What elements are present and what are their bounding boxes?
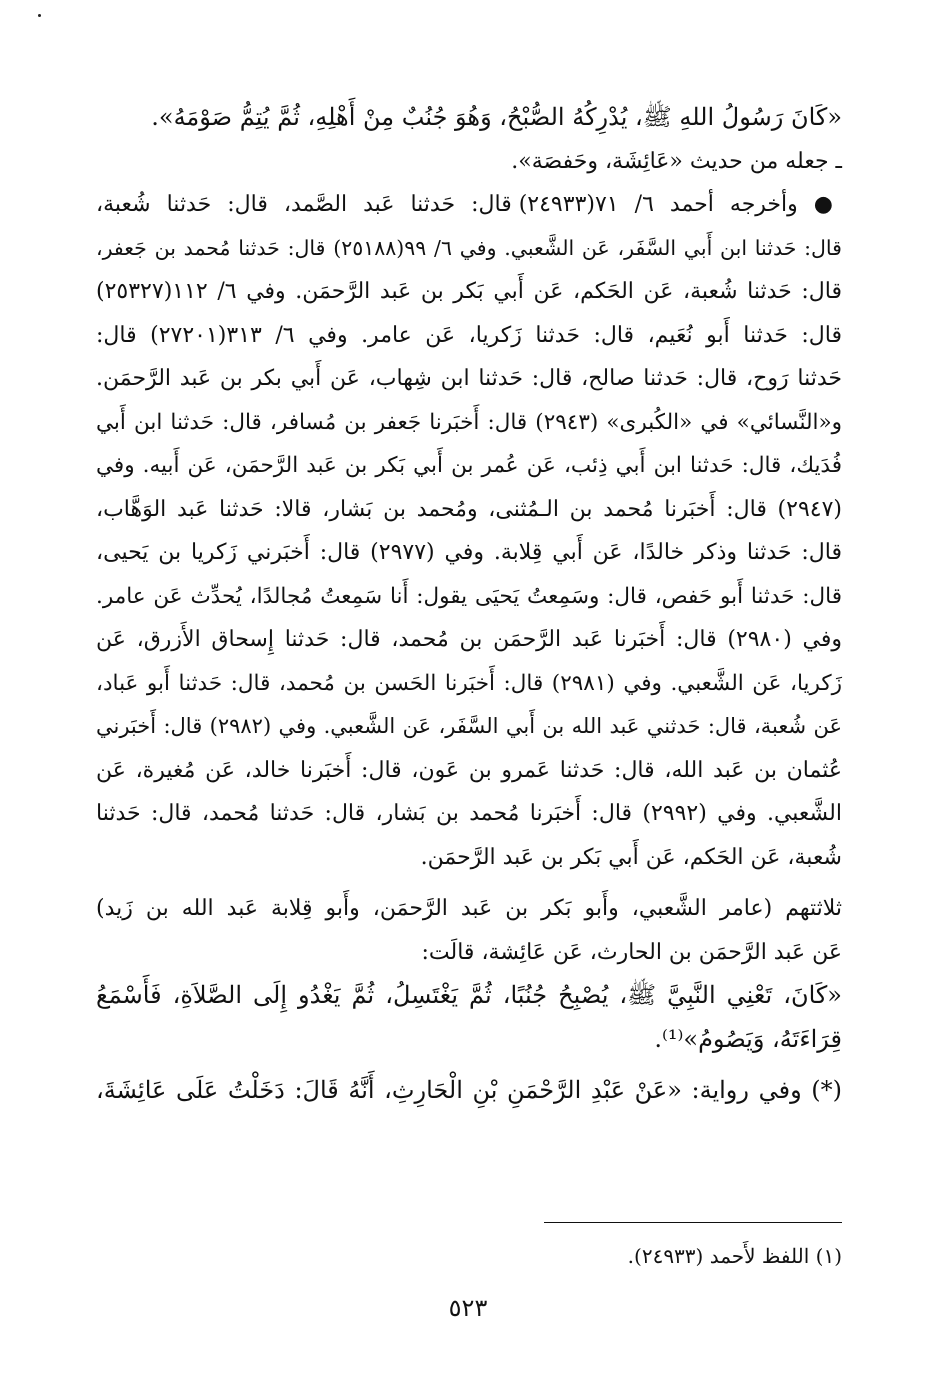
paragraph-gap	[96, 1061, 842, 1069]
page-number: ٥٢٣	[448, 1294, 488, 1322]
takhrij-line: زَكريا، عَن الشَّعبي. وفي (٢٩٨١) قال: أَخبَرنا الحَسن بن مُحمد، قال: حَدثنا أَبو عَباد،	[96, 670, 842, 696]
takhrij-line: قال: حَدثنا وذكر خالدًا، عَن أَبي قِلابة. وفي (٢٩٧٧) قال: أَخبَرني زَكريا بن يَحيى،	[96, 540, 842, 565]
takhrij-line: قال: حَدثنا أَبو نُعَيم، قال: حَدثنا زَكريا، عَن عامر. وفي ٦/ ٣١٣(٢٧٢٠١) قال:	[96, 322, 842, 348]
footnote-separator	[544, 1222, 842, 1223]
takhrij-line: عُثمان بن عَبد الله، قال: حَدثنا عَمرو بن عَون، قال: أَخبَرنا خالد، عَن مُغيرة، عَن	[96, 757, 842, 783]
takhrij-line: حَدثنا رَوح، قال: حَدثنا صالح، قال: حَدثنا ابن شِهاب، عَن أَبي بكر بن عَبد الرَّحمَن.	[96, 366, 842, 391]
footnote: (١) اللفظ لأَحمد (٢٤٩٣٣).	[627, 1244, 842, 1268]
takhrij-line: عَن شُعبة، قال: حَدثني عَبد الله بن أَبي السَّفَر، عَن الشَّعبي. وفي (٢٩٨٢) قال: أَخبَرني	[96, 714, 842, 738]
hadith-text-line: قِرَاءَتَهُ، وَيَصُومُ»⁽¹⁾.	[654, 1024, 842, 1053]
chain-line: عَن عَبد الرَّحمَن بن الحارث، عَن عَائِشة، قالَت:	[421, 939, 842, 965]
hadith-text-line: «كَانَ رَسُولُ اللهِ ﷺ، يُدْرِكُهُ الصُّبْحُ، وَهُوَ جُنُبٌ مِنْ أَهْلِهِ، ثُمَّ يُتِمُّ صَوْمَهُ».	[151, 103, 842, 131]
takhrij-line: فُدَيك، قال: حَدثنا ابن أَبي ذِئب، عَن عُمر بن أَبي بَكر بن عَبد الرَّحمَن، عَن أَبيه. وفي	[96, 453, 842, 478]
riwaya-line: (*) وفي رواية: «عَنْ عَبْدِ الرَّحْمَنِ بْنِ الْحَارِثِ، أَنَّهُ قَالَ: دَخَلْتُ عَلَى عَائِشَةَ،	[96, 1076, 842, 1104]
hadith-text-line: «كَانَ، تَعْنِي النَّبِيَّ ﷺ، يُصْبِحُ جُنُبًا، ثُمَّ يَغْتَسِلُ، ثُمَّ يَغْدُو إِلَى الصَّلاَةِ، فَأَسْمَعُ	[96, 981, 842, 1009]
takhrij-line: شُعبة، عَن الحَكم، عَن أَبي بَكر بن عَبد الرَّحمَن.	[420, 844, 842, 870]
takhrij-line: ● وأخرجه أحمد ٦/ ٧١(٢٤٩٣٣) قال: حَدثنا عَبد الصَّمد، قال: حَدثنا شُعبة،	[96, 192, 843, 217]
paragraph-gap	[96, 879, 842, 887]
takhrij-line: قال: حَدثنا شُعبة، عَن الحَكم، عَن أَبي بَكر بن عَبد الرَّحمَن. وفي ٦/ ١١٢(٢٥٣٢٧)	[96, 279, 843, 304]
chain-line: ثلاثتهم (عامر الشَّعبي، وأَبو بَكر بن عَبد الرَّحمَن، وأَبو قِلابة عَبد الله بن زَيد)	[96, 896, 842, 921]
takhrij-line: قال: حَدثنا أَبو حَفص، قال: وسَمِعتُ يَحيَى يقول: أَنا سَمِعتُ مُجالدًا، يُحدِّث عَن عامر.	[96, 583, 842, 609]
corner-mark	[38, 14, 41, 17]
attribution-note: ـ جعله من حديث «عَائِشَة، وحَفصَة».	[511, 148, 842, 174]
takhrij-line: الشَّعبي. وفي (٢٩٩٢) قال: أَخبَرنا مُحمد بن بَشار، قال: حَدثنا مُحمد، قال: حَدثنا	[96, 801, 842, 826]
takhrij-line: وفي (٢٩٨٠) قال: أَخبَرنا عَبد الرَّحمَن بن مُحمد، قال: حَدثنا إِسحاق الأَزرق، عَن	[96, 627, 842, 652]
page-body	[96, 96, 842, 1113]
takhrij-line: (٢٩٤٧) قال: أَخبَرنا مُحمد بن الـمُثنى، ومُحمد بن بَشار، قالا: حَدثنا عَبد الوَهَّاب،	[96, 496, 842, 522]
takhrij-line: و«النَّسائي» في «الكُبرى» (٢٩٤٣) قال: أَخبَرنا جَعفر بن مُسافر، قال: حَدثنا ابن أَبي	[96, 409, 843, 435]
takhrij-line: قال: حَدثنا ابن أَبي السَّفَر، عَن الشَّعبي. وفي ٦/ ٩٩(٢٥١٨٨) قال: حَدثنا مُحمد بن جَعفر،	[96, 235, 842, 260]
